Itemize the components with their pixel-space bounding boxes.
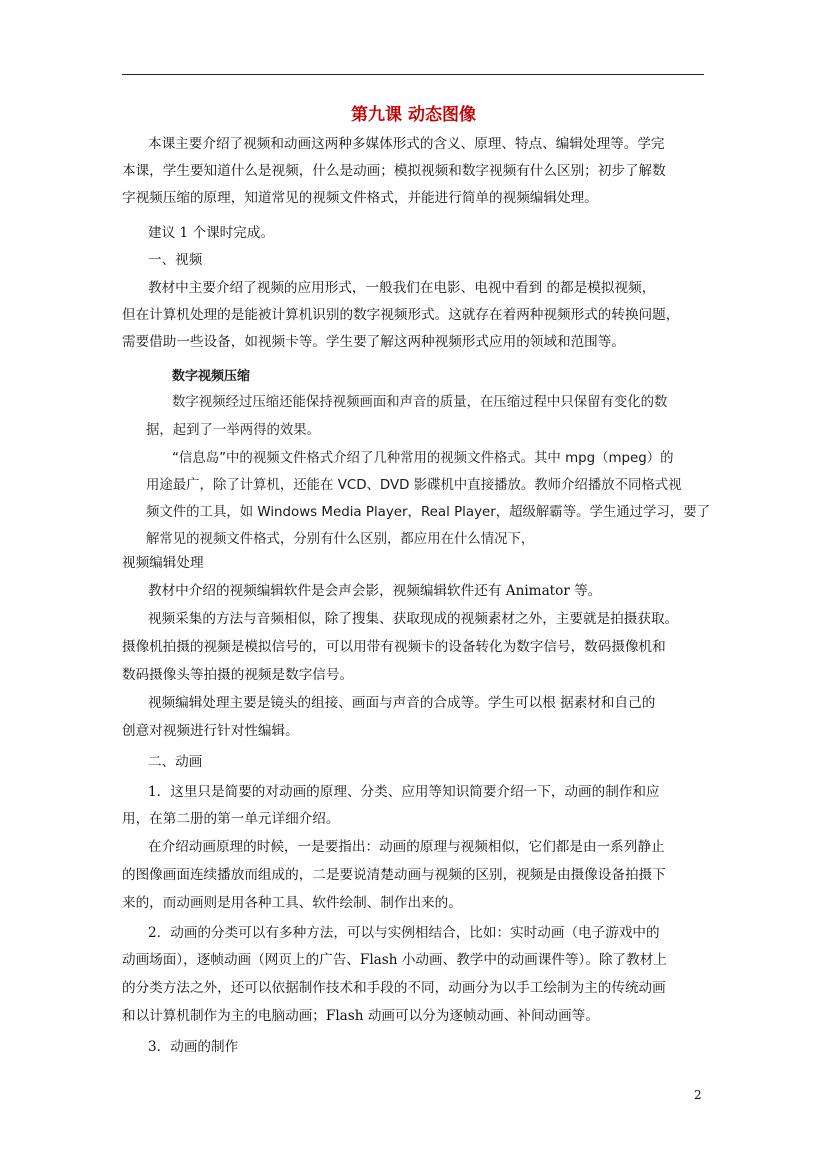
paragraph-line: 本课主要介绍了视频和动画这两种多媒体形式的含义、原理、特点、编辑处理等。学完 (148, 136, 665, 152)
paragraph-line: 视频采集的方法与音频相似，除了搜集、获取现成的视频素材之外，主要就是拍摄获取。 (148, 611, 679, 627)
section-heading: 二、动画 (148, 754, 203, 770)
paragraph-line: 摄像机拍摄的视频是模拟信号的，可以用带有视频卡的设备转化为数字信号，数码摄像机和 (122, 639, 666, 655)
scanned-line: 频文件的工具，如 Windows Media Player，Real Player，超级解霸等。学生通过学习，要了 (146, 505, 710, 520)
section-heading: 视频编辑处理 (122, 555, 204, 571)
page-title: 第九课 动态图像 (351, 105, 476, 125)
paragraph-line: 在介绍动画原理的时候，一是要指出：动画的原理与视频相似，它们都是由一系列静止 (148, 839, 665, 855)
paragraph-line: 来的，而动画则是用各种工具、软件绘制、制作出来的。 (122, 895, 462, 911)
paragraph-line: 用，在第二册的第一单元详细介绍。 (122, 811, 340, 827)
section-heading: 一、视频 (148, 252, 203, 268)
paragraph-line: 但在计算机处理的是能被计算机识别的数字视频形式。这就存在着两种视频形式的转换问题， (122, 307, 680, 323)
page-number: 2 (694, 1088, 702, 1102)
scanned-line: 用途最广，除了计算机，还能在 VCD、DVD 影碟机中直接播放。教师介绍播放不同格式视 (146, 478, 682, 493)
scanned-line: 解常见的视频文件格式，分别有什么区别，都应用在什么情况下， (146, 532, 535, 547)
paragraph-line: 1．这里只是简要的对动画的原理、分类、应用等知识简要介绍一下，动画的制作和应 (148, 784, 660, 800)
paragraph-line: 2．动画的分类可以有多种方法，可以与实例相结合，比如：实时动画（电子游戏中的 (148, 925, 660, 941)
paragraph-line: 创意对视频进行针对性编辑。 (122, 723, 299, 739)
paragraph-line: 教材中介绍的视频编辑软件是会声会影，视频编辑软件还有 Animator 等。 (148, 583, 602, 599)
paragraph-line: 视频编辑处理主要是镜头的组接、画面与声音的合成等。学生可以根 据素材和自己的 (148, 695, 656, 711)
paragraph-line: 和以计算机制作为主的电脑动画；Flash 动画可以分为逐帧动画、补间动画等。 (122, 1008, 599, 1024)
header-rule (122, 74, 704, 75)
paragraph-line: 教材中主要介绍了视频的应用形式，一般我们在电影、电视中看到 的都是模拟视频， (148, 280, 656, 296)
paragraph-line: 的图像画面连续播放而组成的，二是要说清楚动画与视频的区别，视频是由摄像设备拍摄下 (122, 867, 666, 883)
scanned-line: “信息岛”中的视频文件格式介绍了几种常用的视频文件格式。其中 mpg（mpeg）的 (172, 451, 674, 466)
paragraph-line: 字视频压缩的原理，知道常见的视频文件格式，并能进行简单的视频编辑处理。 (122, 190, 598, 206)
paragraph-line: 需要借助一些设备，如视频卡等。学生要了解这两种视频形式应用的领域和范围等。 (122, 334, 625, 350)
paragraph-line: 数码摄像头等拍摄的视频是数字信号。 (122, 667, 354, 683)
scanned-line: 据，起到了一举两得的效果。 (146, 423, 321, 438)
paragraph-line: 动画场面），逐帧动画（网页上的广告、Flash 小动画、教学中的动画课件等）。除了教材上 (122, 952, 667, 968)
paragraph-line: 建议 1 个课时完成。 (148, 225, 275, 241)
paragraph-line: 的分类方法之外，还可以依据制作技术和手段的不同，动画分为以手工绘制为主的传统动画 (122, 980, 666, 996)
paragraph-line: 本课，学生要知道什么是视频，什么是动画；模拟视频和数字视频有什么区别；初步了解数 (122, 163, 666, 179)
section-heading: 3．动画的制作 (148, 1039, 239, 1055)
scanned-heading: 数字视频压缩 (172, 369, 251, 384)
scanned-line: 数字视频经过压缩还能保持视频画面和声音的质量，在压缩过程中只保留有变化的数 (172, 395, 668, 410)
